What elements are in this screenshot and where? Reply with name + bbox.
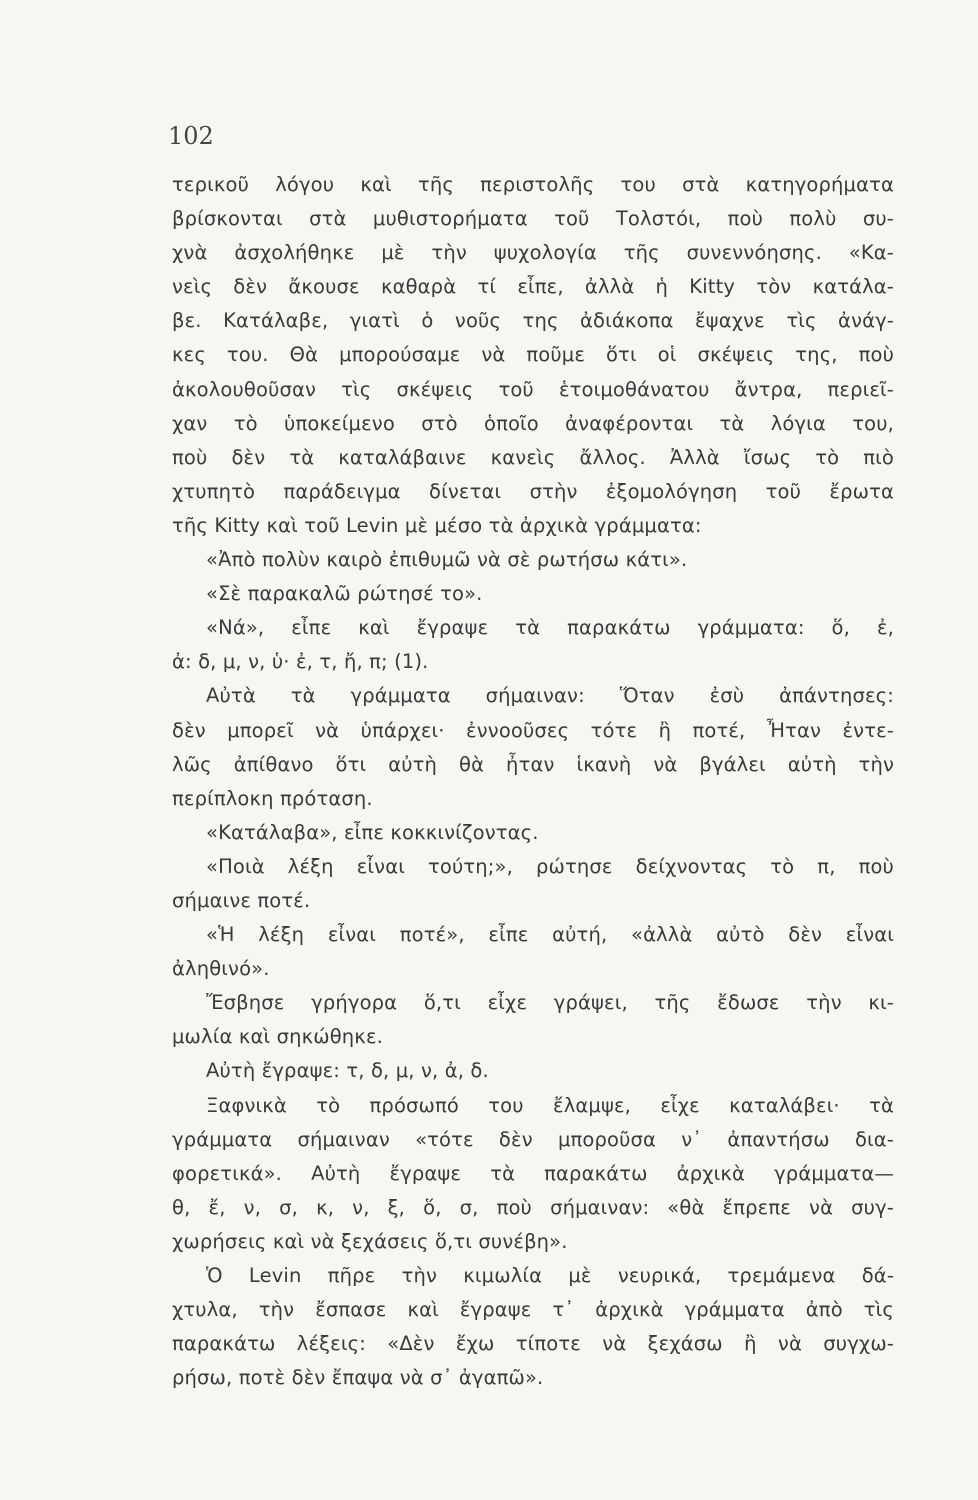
text-line: ποὺ δὲν τὰ καταλάβαινε κανεὶς ἄλλος. Ἀλλὰ ἴσως τὸ πιὸ <box>172 445 894 469</box>
text-line: «Ποιὰ λέξη εἶναι τούτη;», ρώτησε δείχνοντας τὸ π, ποὺ <box>206 854 894 878</box>
text-line: Ξαφνικὰ τὸ πρόσωπό του ἔλαμψε, εἶχε καταλάβει· τὰ <box>206 1093 894 1117</box>
text-line: χτυπητὸ παράδειγμα δίνεται στὴν ἐξομολόγηση τοῦ ἔρωτα <box>172 479 894 503</box>
text-line: περίπλοκη πρόταση. <box>172 786 373 810</box>
text-line: Ὁ Levin πῆρε τὴν κιμωλία μὲ νευρικά, τρεμάμενα δά- <box>206 1264 894 1287</box>
text-line: δὲν μπορεῖ νὰ ὑπάρχει· ἐννοοῦσες τότε ἢ ποτέ, Ἦταν ἐντε- <box>172 718 894 742</box>
text-line: βρίσκονται στὰ μυθιστορήματα τοῦ Τολστόι, ποὺ πολὺ συ- <box>172 207 894 231</box>
text-line: «Νά», εἶπε καὶ ἔγραψε τὰ παρακάτω γράμματα: ὅ, ἐ, <box>206 616 894 640</box>
text-line: φορετικά». Αὐτὴ ἔγραψε τὰ παρακάτω ἀρχικὰ γράμματα— <box>172 1161 894 1185</box>
text-line: νεὶς δὲν ἄκουσε καθαρὰ τί εἶπε, ἀλλὰ ἡ Kitty τὸν κατάλα- <box>172 275 894 299</box>
text-line: τερικοῦ λόγου καὶ τῆς περιστολῆς του στὰ κατηγορήματα <box>172 173 894 196</box>
text-line: χωρήσεις καὶ νὰ ξεχάσεις ὅ,τι συνέβη». <box>172 1229 568 1253</box>
text-line: Αὐτὰ τὰ γράμματα σήμαιναν: Ὅταν ἐσὺ ἀπάντησες: <box>206 684 894 708</box>
text-line: χνὰ ἀσχολήθηκε μὲ τὴν ψυχολογία τῆς συνεννόησης. «Κα- <box>172 241 894 265</box>
text-line: χτυλα, τὴν ἔσπασε καὶ ἔγραψε τ᾽ ἀρχικὰ γράμματα ἀπὸ τὶς <box>172 1298 894 1322</box>
text-line: βε. Κατάλαβε, γιατὶ ὁ νοῦς της ἀδιάκοπα ἔψαχνε τὶς ἀνάγ- <box>172 309 894 333</box>
text-line: «Σὲ παρακαλῶ ρώτησέ το». <box>206 582 483 606</box>
text-line: κες του. Θὰ μπορούσαμε νὰ ποῦμε ὅτι οἱ σκέψεις της, ποὺ <box>172 343 894 367</box>
text-line: Ἔσβησε γρήγορα ὅ,τι εἶχε γράψει, τῆς ἔδωσε τὴν κι- <box>206 991 894 1015</box>
text-line: μωλία καὶ σηκώθηκε. <box>172 1025 383 1049</box>
text-line: Αὐτὴ ἔγραψε: τ, δ, μ, ν, ἀ, δ. <box>206 1059 489 1083</box>
body-text <box>172 168 894 1395</box>
text-line: «Ἡ λέξη εἶναι ποτέ», εἶπε αὐτή, «ἀλλὰ αὐτὸ δὲν εἶναι <box>206 923 894 947</box>
text-line: λῶς ἀπίθανο ὅτι αὐτὴ θὰ ἦταν ἱκανὴ νὰ βγάλει αὐτὴ τὴν <box>172 752 894 776</box>
text-line: σήμαινε ποτέ. <box>172 888 311 912</box>
text-line: τῆς Kitty καὶ τοῦ Levin μὲ μέσο τὰ ἀρχικὰ γράμματα: <box>172 513 702 537</box>
text-line: θ, ἔ, ν, σ, κ, ν, ξ, ὅ, σ, ποὺ σήμαιναν: «θὰ ἔπρεπε νὰ συγ- <box>172 1195 894 1219</box>
text-line: «Κατάλαβα», εἶπε κοκκινίζοντας. <box>206 820 539 844</box>
text-line: γράμματα σήμαιναν «τότε δὲν μποροῦσα ν᾽ ἀπαντήσω δια- <box>172 1127 894 1151</box>
text-line: χαν τὸ ὑποκείμενο στὸ ὁποῖο ἀναφέρονται τὰ λόγια του, <box>172 411 894 435</box>
text-line: ἀληθινό». <box>172 957 270 981</box>
text-line: ρήσω, ποτὲ δὲν ἔπαψα νὰ σ᾽ ἀγαπῶ». <box>172 1366 544 1390</box>
page-number: 102 <box>168 122 214 150</box>
text-line: «Ἀπὸ πολὺν καιρὸ ἐπιθυμῶ νὰ σὲ ρωτήσω κάτι». <box>206 548 688 572</box>
text-line: ἀ: δ, μ, ν, ὑ· ἐ, τ, ἤ, π; (1). <box>172 650 429 674</box>
text-line: παρακάτω λέξεις: «Δὲν ἔχω τίποτε νὰ ξεχάσω ἢ νὰ συγχω- <box>172 1332 894 1356</box>
text-line: ἀκολουθοῦσαν τὶς σκέψεις τοῦ ἑτοιμοθάνατου ἄντρα, περιεῖ- <box>172 377 894 401</box>
